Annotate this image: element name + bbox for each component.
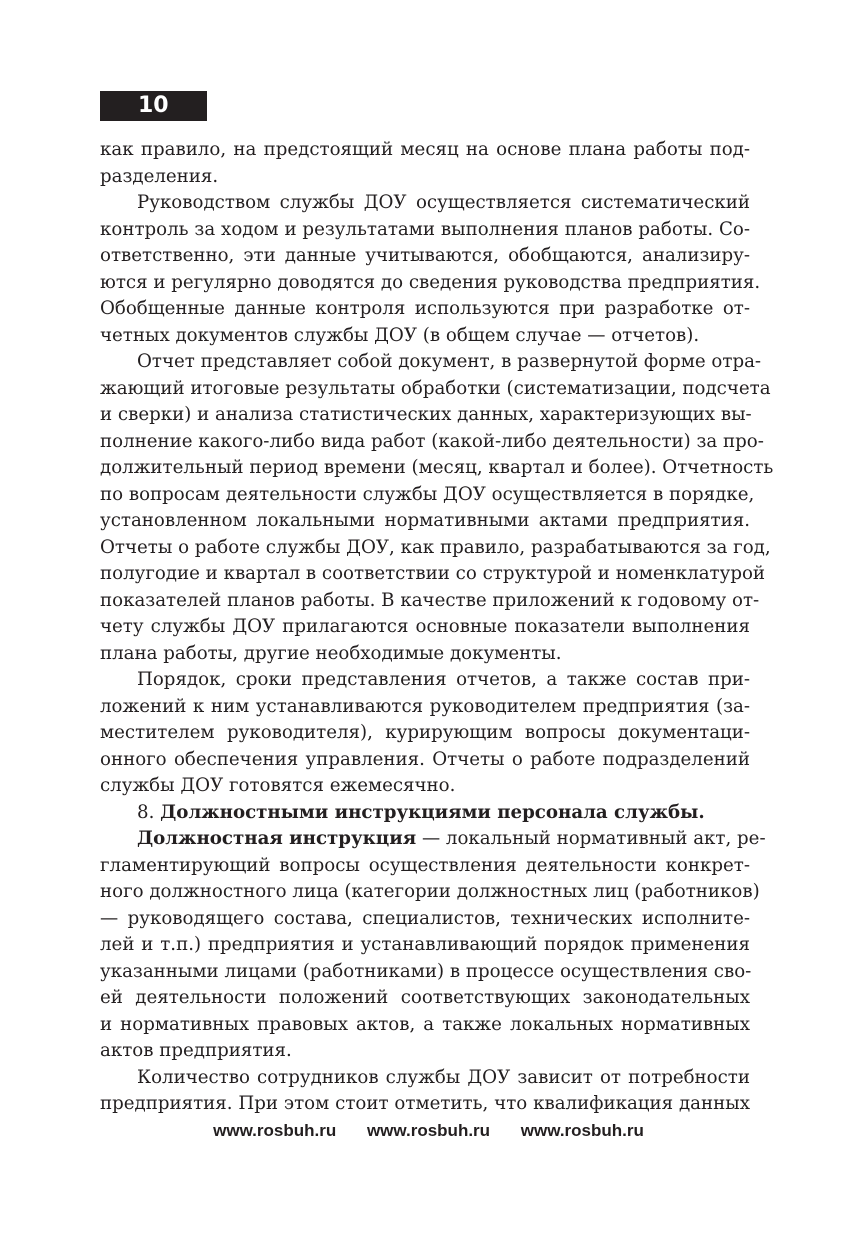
text-line: гламентирующий вопросы осуществления деятельности конкрет- (100, 854, 750, 876)
footer-url: www.rosbuh.ru (213, 1121, 337, 1140)
page-number-badge (100, 91, 207, 121)
page-number: 10 (138, 93, 169, 118)
text-line: полугодие и квартал в соответствии со структурой и номенклатурой (100, 563, 766, 584)
text-line: службы ДОУ готовятся ежемесячно. (100, 775, 456, 796)
text-line: жающий итоговые результаты обработки (систематизации, подсчета (100, 377, 771, 399)
text-line: Количество сотрудников службы ДОУ зависит от потребности (137, 1066, 750, 1088)
text-line: — руководящего состава, специалистов, технических исполните- (100, 907, 750, 929)
text-line: и сверки) и анализа статистических данных, характеризующих вы- (100, 404, 752, 425)
text-line: Отчет представляет собой документ, в развернутой форме отра- (137, 351, 762, 372)
section-number: 8. (137, 801, 161, 823)
text-line: полнение какого-либо вида работ (какой-либо деятельности) за про- (100, 430, 764, 452)
page-footer (0, 1121, 857, 1141)
text-line: местителем руководителя), курирующим вопросы документаци- (100, 722, 750, 743)
text-line: четных документов службы ДОУ (в общем случае — отчетов). (100, 324, 700, 346)
text-line: Порядок, сроки представления отчетов, а также состав при- (137, 669, 750, 690)
text-line: как правило, на предстоящий месяц на основе плана работы под- (100, 139, 750, 160)
text-line: и нормативных правовых актов, а также локальных нормативных (100, 1013, 750, 1035)
text-line: плана работы, другие необходимые документы. (100, 642, 562, 664)
text-line: ного должностного лица (категории должностных лиц (работников) (100, 881, 760, 902)
text-line: Руководством службы ДОУ осуществляется систематический (137, 192, 750, 213)
text-line: ются и регулярно доводятся до сведения руководства предприятия. (100, 271, 761, 293)
section-title: Должностными инструкциями персонала службы. (160, 801, 705, 823)
text-line: ответственно, эти данные учитываются, обобщаются, анализиру- (100, 245, 750, 266)
text-line: контроль за ходом и результатами выполнения планов работы. Со- (100, 218, 750, 240)
section-heading (100, 800, 750, 827)
footer-url: www.rosbuh.ru (520, 1121, 644, 1140)
text-line: предприятия. При этом стоит отметить, что квалификация данных (100, 1093, 750, 1114)
text-line: Обобщенные данные контроля используются при разработке от- (100, 298, 750, 319)
text-line: разделения. (100, 165, 219, 187)
definition-line (100, 826, 766, 853)
text-line: лей и т.п.) предприятия и устанавливающий порядок применения (100, 934, 750, 955)
text-line: показателей планов работы. В качестве приложений к годовому от- (100, 589, 760, 611)
body-text (100, 137, 774, 1118)
footer-url: www.rosbuh.ru (366, 1121, 491, 1140)
text-line: ложений к ним устанавливаются руководителем предприятия (за- (100, 695, 750, 717)
text-line: чету службы ДОУ прилагаются основные показатели выполнения (100, 616, 750, 637)
text-line: указанными лицами (работниками) в процессе осуществления сво- (100, 960, 752, 982)
text-line: по вопросам деятельности службы ДОУ осуществляется в порядке, (100, 483, 755, 505)
text-line: онного обеспечения управления. Отчеты о работе подразделений (100, 748, 750, 770)
text-line: Отчеты о работе службы ДОУ, как правило, разрабатываются за год, (100, 536, 771, 558)
defined-term: Должностная инструкция (137, 828, 417, 849)
text-line: актов предприятия. (100, 1040, 292, 1061)
definition-text: — локальный нормативный акт, ре- (416, 828, 766, 849)
text-line: установленном локальными нормативными актами предприятия. (100, 510, 750, 531)
text-line: ей деятельности положений соответствующих законодательных (100, 987, 750, 1008)
text-line: должительный период времени (месяц, квартал и более). Отчетность (100, 457, 774, 478)
